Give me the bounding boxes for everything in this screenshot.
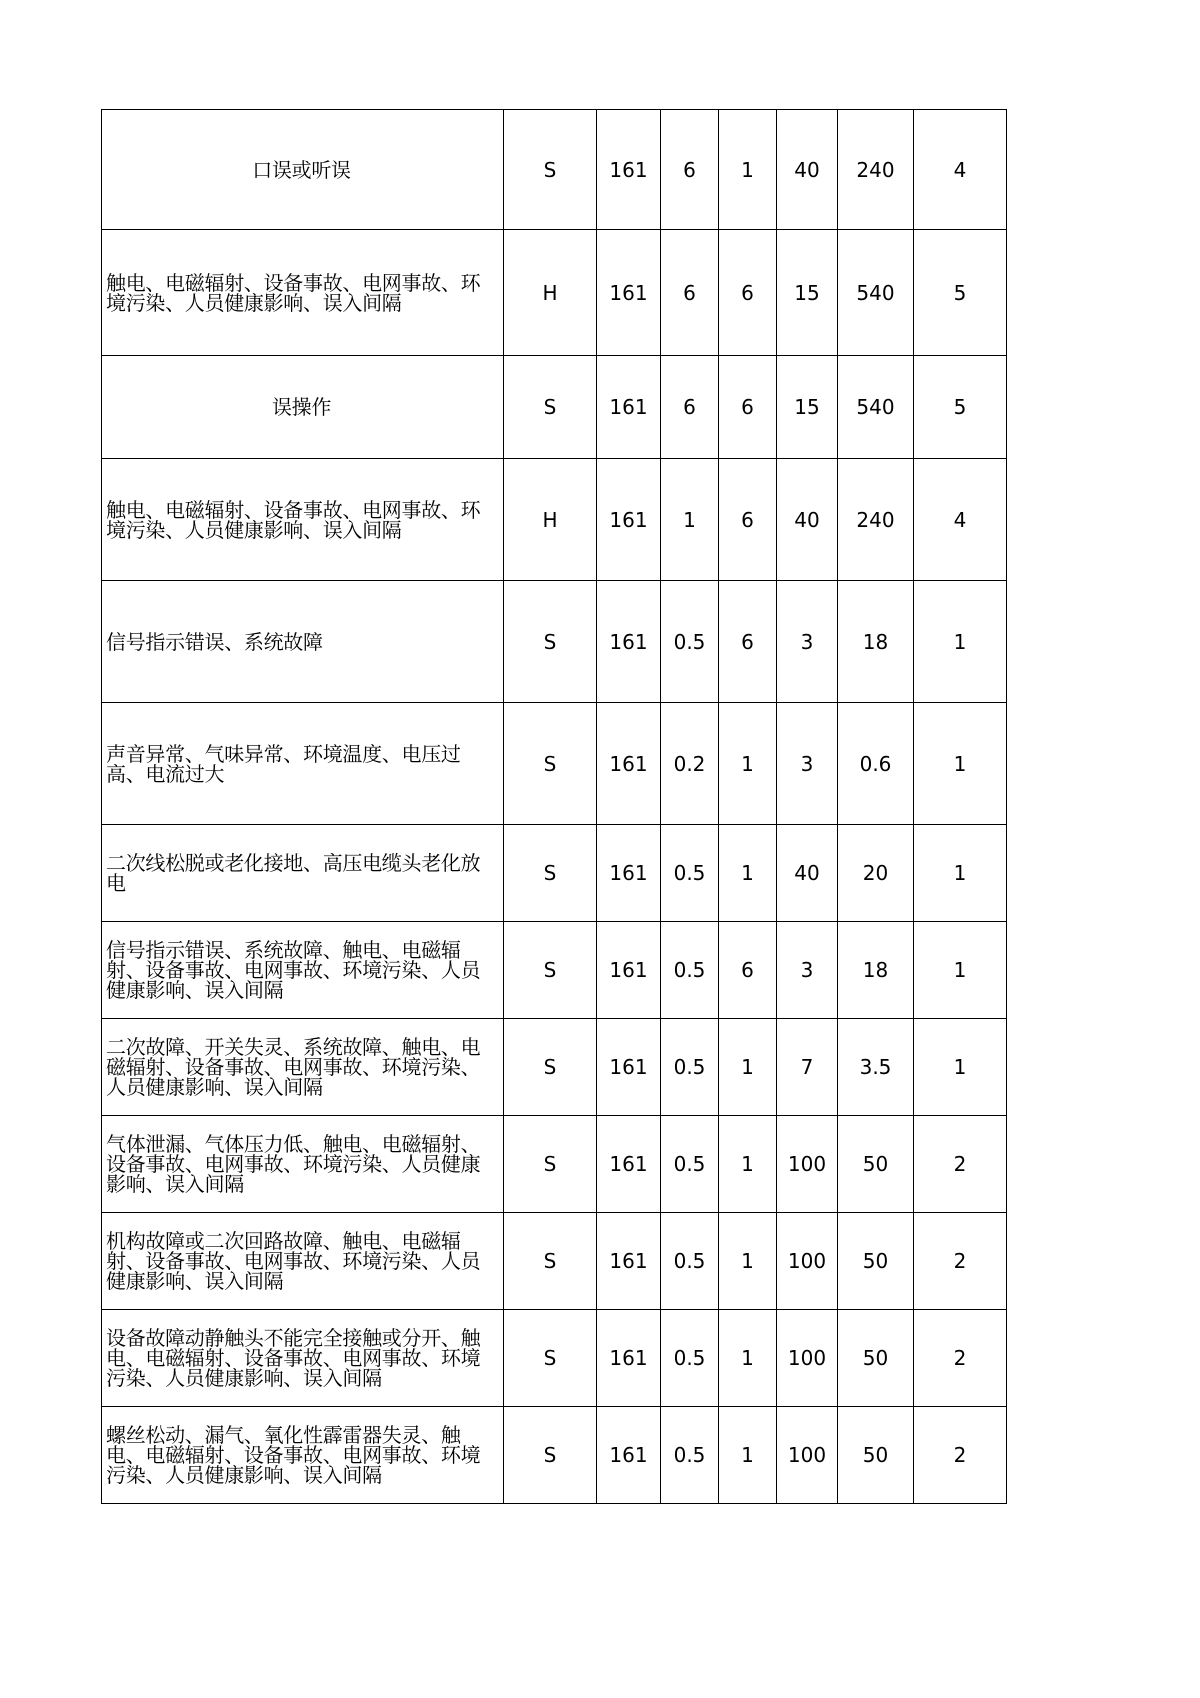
risk-level-cell: 5 — [914, 356, 1007, 459]
table-body — [102, 110, 1007, 1504]
table-row — [102, 1310, 1007, 1407]
consequence-cell: 100 — [777, 1213, 838, 1310]
likelihood-cell: 1 — [661, 459, 719, 581]
code-cell: 161 — [597, 703, 661, 825]
likelihood-cell: 0.5 — [661, 922, 719, 1019]
exposure-cell: 6 — [719, 581, 777, 703]
likelihood-cell: 0.5 — [661, 1019, 719, 1116]
risk-score-cell: 50 — [838, 1407, 914, 1504]
risk-level-cell: 2 — [914, 1213, 1007, 1310]
hazard-description-cell: 触电、电磁辐射、设备事故、电网事故、环境污染、人员健康影响、误入间隔 — [102, 230, 504, 356]
hazard-description-cell: 机构故障或二次回路故障、触电、电磁辐射、设备事故、电网事故、环境污染、人员健康影响、误入间隔 — [102, 1213, 504, 1310]
exposure-cell: 6 — [719, 922, 777, 1019]
exposure-cell: 1 — [719, 703, 777, 825]
code-cell: 161 — [597, 230, 661, 356]
risk-level-cell: 2 — [914, 1310, 1007, 1407]
risk-score-cell: 50 — [838, 1213, 914, 1310]
table-row — [102, 1407, 1007, 1504]
consequence-cell: 40 — [777, 110, 838, 230]
hazard-description-cell: 触电、电磁辐射、设备事故、电网事故、环境污染、人员健康影响、误入间隔 — [102, 459, 504, 581]
table-row — [102, 1213, 1007, 1310]
risk-score-cell: 50 — [838, 1116, 914, 1213]
likelihood-cell: 6 — [661, 356, 719, 459]
risk-score-cell: 240 — [838, 459, 914, 581]
risk-score-cell: 50 — [838, 1310, 914, 1407]
table-row — [102, 459, 1007, 581]
consequence-cell: 3 — [777, 581, 838, 703]
likelihood-cell: 0.5 — [661, 1310, 719, 1407]
exposure-cell: 1 — [719, 1019, 777, 1116]
hazard-type-cell: S — [504, 581, 597, 703]
table-row — [102, 110, 1007, 230]
table-row — [102, 230, 1007, 356]
risk-score-cell: 0.6 — [838, 703, 914, 825]
risk-score-cell: 18 — [838, 922, 914, 1019]
table-row — [102, 356, 1007, 459]
exposure-cell: 1 — [719, 1116, 777, 1213]
hazard-type-cell: S — [504, 1213, 597, 1310]
hazard-description-cell: 气体泄漏、气体压力低、触电、电磁辐射、设备事故、电网事故、环境污染、人员健康影响、误入间隔 — [102, 1116, 504, 1213]
hazard-type-cell: H — [504, 459, 597, 581]
likelihood-cell: 0.5 — [661, 1213, 719, 1310]
table-row — [102, 1019, 1007, 1116]
consequence-cell: 15 — [777, 230, 838, 356]
exposure-cell: 1 — [719, 825, 777, 922]
exposure-cell: 6 — [719, 230, 777, 356]
code-cell: 161 — [597, 356, 661, 459]
exposure-cell: 6 — [719, 459, 777, 581]
hazard-type-cell: S — [504, 356, 597, 459]
hazard-description-cell: 二次线松脱或老化接地、高压电缆头老化放电 — [102, 825, 504, 922]
risk-score-cell: 540 — [838, 356, 914, 459]
risk-level-cell: 1 — [914, 922, 1007, 1019]
table-row — [102, 825, 1007, 922]
hazard-description-cell: 信号指示错误、系统故障 — [102, 581, 504, 703]
hazard-description-cell: 设备故障动静触头不能完全接触或分开、触电、电磁辐射、设备事故、电网事故、环境污染、人员健康影响、误入间隔 — [102, 1310, 504, 1407]
exposure-cell: 1 — [719, 110, 777, 230]
consequence-cell: 100 — [777, 1407, 838, 1504]
likelihood-cell: 0.2 — [661, 703, 719, 825]
risk-level-cell: 4 — [914, 459, 1007, 581]
risk-score-cell: 20 — [838, 825, 914, 922]
risk-level-cell: 1 — [914, 1019, 1007, 1116]
likelihood-cell: 6 — [661, 110, 719, 230]
exposure-cell: 1 — [719, 1407, 777, 1504]
hazard-description-cell: 声音异常、气味异常、环境温度、电压过高、电流过大 — [102, 703, 504, 825]
risk-level-cell: 1 — [914, 703, 1007, 825]
table-row — [102, 922, 1007, 1019]
table-row — [102, 581, 1007, 703]
code-cell: 161 — [597, 922, 661, 1019]
code-cell: 161 — [597, 110, 661, 230]
risk-level-cell: 5 — [914, 230, 1007, 356]
likelihood-cell: 0.5 — [661, 1407, 719, 1504]
table-row — [102, 1116, 1007, 1213]
consequence-cell: 3 — [777, 703, 838, 825]
hazard-type-cell: S — [504, 1019, 597, 1116]
exposure-cell: 6 — [719, 356, 777, 459]
table-row — [102, 703, 1007, 825]
risk-score-cell: 18 — [838, 581, 914, 703]
consequence-cell: 15 — [777, 356, 838, 459]
code-cell: 161 — [597, 581, 661, 703]
consequence-cell: 100 — [777, 1116, 838, 1213]
hazard-description-cell: 信号指示错误、系统故障、触电、电磁辐射、设备事故、电网事故、环境污染、人员健康影响、误入间隔 — [102, 922, 504, 1019]
likelihood-cell: 0.5 — [661, 1116, 719, 1213]
consequence-cell: 7 — [777, 1019, 838, 1116]
exposure-cell: 1 — [719, 1213, 777, 1310]
hazard-type-cell: S — [504, 922, 597, 1019]
code-cell: 161 — [597, 1116, 661, 1213]
risk-score-cell: 3.5 — [838, 1019, 914, 1116]
consequence-cell: 100 — [777, 1310, 838, 1407]
risk-score-cell: 240 — [838, 110, 914, 230]
code-cell: 161 — [597, 1213, 661, 1310]
hazard-description-cell: 误操作 — [102, 356, 504, 459]
hazard-type-cell: S — [504, 1310, 597, 1407]
risk-level-cell: 1 — [914, 825, 1007, 922]
hazard-type-cell: S — [504, 1116, 597, 1213]
consequence-cell: 3 — [777, 922, 838, 1019]
code-cell: 161 — [597, 1407, 661, 1504]
consequence-cell: 40 — [777, 459, 838, 581]
hazard-type-cell: S — [504, 825, 597, 922]
risk-level-cell: 4 — [914, 110, 1007, 230]
code-cell: 161 — [597, 1019, 661, 1116]
code-cell: 161 — [597, 1310, 661, 1407]
risk-level-cell: 1 — [914, 581, 1007, 703]
hazard-type-cell: H — [504, 230, 597, 356]
consequence-cell: 40 — [777, 825, 838, 922]
hazard-type-cell: S — [504, 703, 597, 825]
risk-level-cell: 2 — [914, 1407, 1007, 1504]
hazard-description-cell: 螺丝松动、漏气、氧化性霹雷器失灵、触电、电磁辐射、设备事故、电网事故、环境污染、人员健康影响、误入间隔 — [102, 1407, 504, 1504]
hazard-description-cell: 二次故障、开关失灵、系统故障、触电、电磁辐射、设备事故、电网事故、环境污染、人员健康影响、误入间隔 — [102, 1019, 504, 1116]
code-cell: 161 — [597, 825, 661, 922]
hazard-description-cell: 口误或听误 — [102, 110, 504, 230]
exposure-cell: 1 — [719, 1310, 777, 1407]
likelihood-cell: 0.5 — [661, 581, 719, 703]
likelihood-cell: 6 — [661, 230, 719, 356]
hazard-type-cell: S — [504, 110, 597, 230]
likelihood-cell: 0.5 — [661, 825, 719, 922]
hazard-type-cell: S — [504, 1407, 597, 1504]
risk-assessment-table — [101, 109, 1007, 1504]
risk-level-cell: 2 — [914, 1116, 1007, 1213]
code-cell: 161 — [597, 459, 661, 581]
risk-score-cell: 540 — [838, 230, 914, 356]
